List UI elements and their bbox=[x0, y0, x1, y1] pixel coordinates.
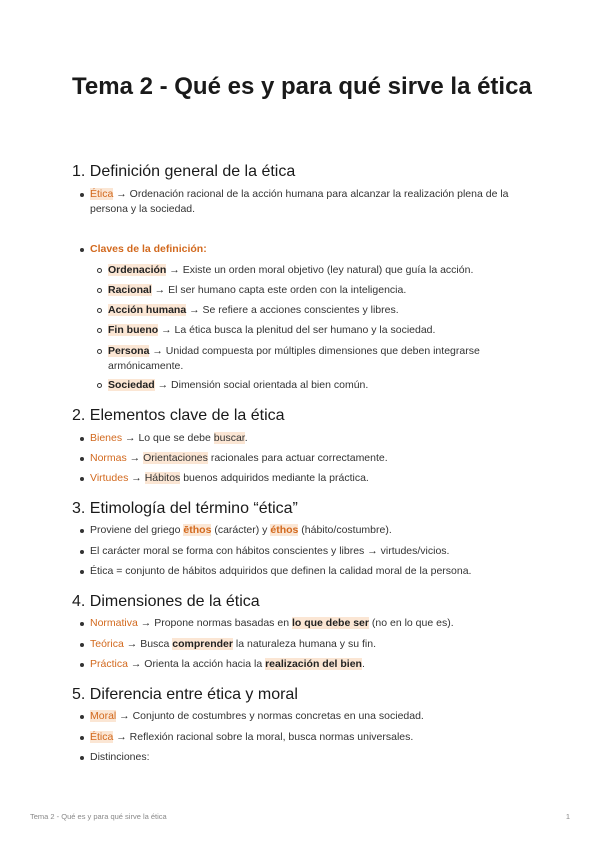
bullet-icon bbox=[97, 288, 102, 293]
sub-list-item: Racional → El ser humano capta este orden con la inteligencia. bbox=[108, 283, 528, 298]
bullet-icon bbox=[80, 529, 84, 533]
bullet-icon bbox=[80, 663, 84, 667]
section-5-heading: 5. Diferencia entre ética y moral bbox=[72, 686, 298, 703]
section-3-heading: 3. Etimología del término “ética” bbox=[72, 500, 298, 517]
bullet-icon bbox=[80, 477, 84, 481]
page-title: Tema 2 - Qué es y para qué sirve la ética bbox=[72, 73, 532, 100]
list-item: Distinciones: bbox=[90, 750, 530, 765]
list-item: Ética → Ordenación racional de la acción humana para alcanzar la realización plena de la persona y la sociedad. bbox=[90, 187, 530, 217]
bullet-icon bbox=[80, 570, 84, 574]
bullet-icon bbox=[80, 643, 84, 647]
bullet-icon bbox=[97, 268, 102, 273]
section-4-heading: 4. Dimensiones de la ética bbox=[72, 593, 260, 610]
list-item: Normas → Orientaciones racionales para actuar correctamente. bbox=[90, 451, 530, 466]
section-1-heading: 1. Definición general de la ética bbox=[72, 163, 296, 180]
bullet-icon bbox=[97, 383, 102, 388]
sub-list-item: Ordenación → Existe un orden moral objetivo (ley natural) que guía la acción. bbox=[108, 263, 528, 278]
bullet-icon bbox=[80, 736, 84, 740]
list-item: Normativa → Propone normas basadas en lo que debe ser (no en lo que es). bbox=[90, 616, 530, 631]
bullet-icon bbox=[80, 756, 84, 760]
list-item: Bienes → Lo que se debe buscar. bbox=[90, 431, 530, 446]
page-footer bbox=[30, 812, 570, 821]
list-item: Teórica → Busca comprender la naturaleza humana y su fin. bbox=[90, 637, 530, 652]
bullet-icon bbox=[80, 457, 84, 461]
list-item: Virtudes → Hábitos buenos adquiridos mediante la práctica. bbox=[90, 471, 530, 486]
sub-list-item: Fin bueno → La ética busca la plenitud del ser humano y la sociedad. bbox=[108, 323, 528, 338]
list-item: Ética → Reflexión racional sobre la moral, busca normas universales. bbox=[90, 730, 530, 745]
list-item: El carácter moral se forma con hábitos conscientes y libres → virtudes/vicios. bbox=[90, 544, 530, 559]
section-2-heading: 2. Elementos clave de la ética bbox=[72, 407, 285, 424]
list-item: Proviene del griego ēthos (carácter) y éthos (hábito/costumbre). bbox=[90, 523, 530, 538]
bullet-icon bbox=[97, 328, 102, 333]
bullet-icon bbox=[80, 193, 84, 197]
list-item: Práctica → Orienta la acción hacia la realización del bien. bbox=[90, 657, 530, 672]
bullet-icon bbox=[97, 349, 102, 354]
bullet-icon bbox=[80, 715, 84, 719]
bullet-icon bbox=[97, 308, 102, 313]
bullet-icon bbox=[80, 550, 84, 554]
footer-title: Tema 2 - Qué es y para qué sirve la ética bbox=[30, 812, 167, 821]
list-item: Moral → Conjunto de costumbres y normas concretas en una sociedad. bbox=[90, 709, 530, 724]
sub-list-item: Sociedad → Dimensión social orientada al bien común. bbox=[108, 378, 528, 393]
bullet-icon bbox=[80, 622, 84, 626]
sub-list-item: Persona → Unidad compuesta por múltiples dimensiones que deben integrarse armónicamente. bbox=[108, 344, 528, 374]
bullet-icon bbox=[80, 248, 84, 252]
list-item: Ética = conjunto de hábitos adquiridos que definen la calidad moral de la persona. bbox=[90, 564, 530, 579]
list-item: Claves de la definición: bbox=[90, 242, 530, 257]
document-body bbox=[72, 0, 532, 800]
page-number: 1 bbox=[565, 812, 570, 821]
bullet-icon bbox=[80, 437, 84, 441]
sub-list-item: Acción humana → Se refiere a acciones conscientes y libres. bbox=[108, 303, 528, 318]
